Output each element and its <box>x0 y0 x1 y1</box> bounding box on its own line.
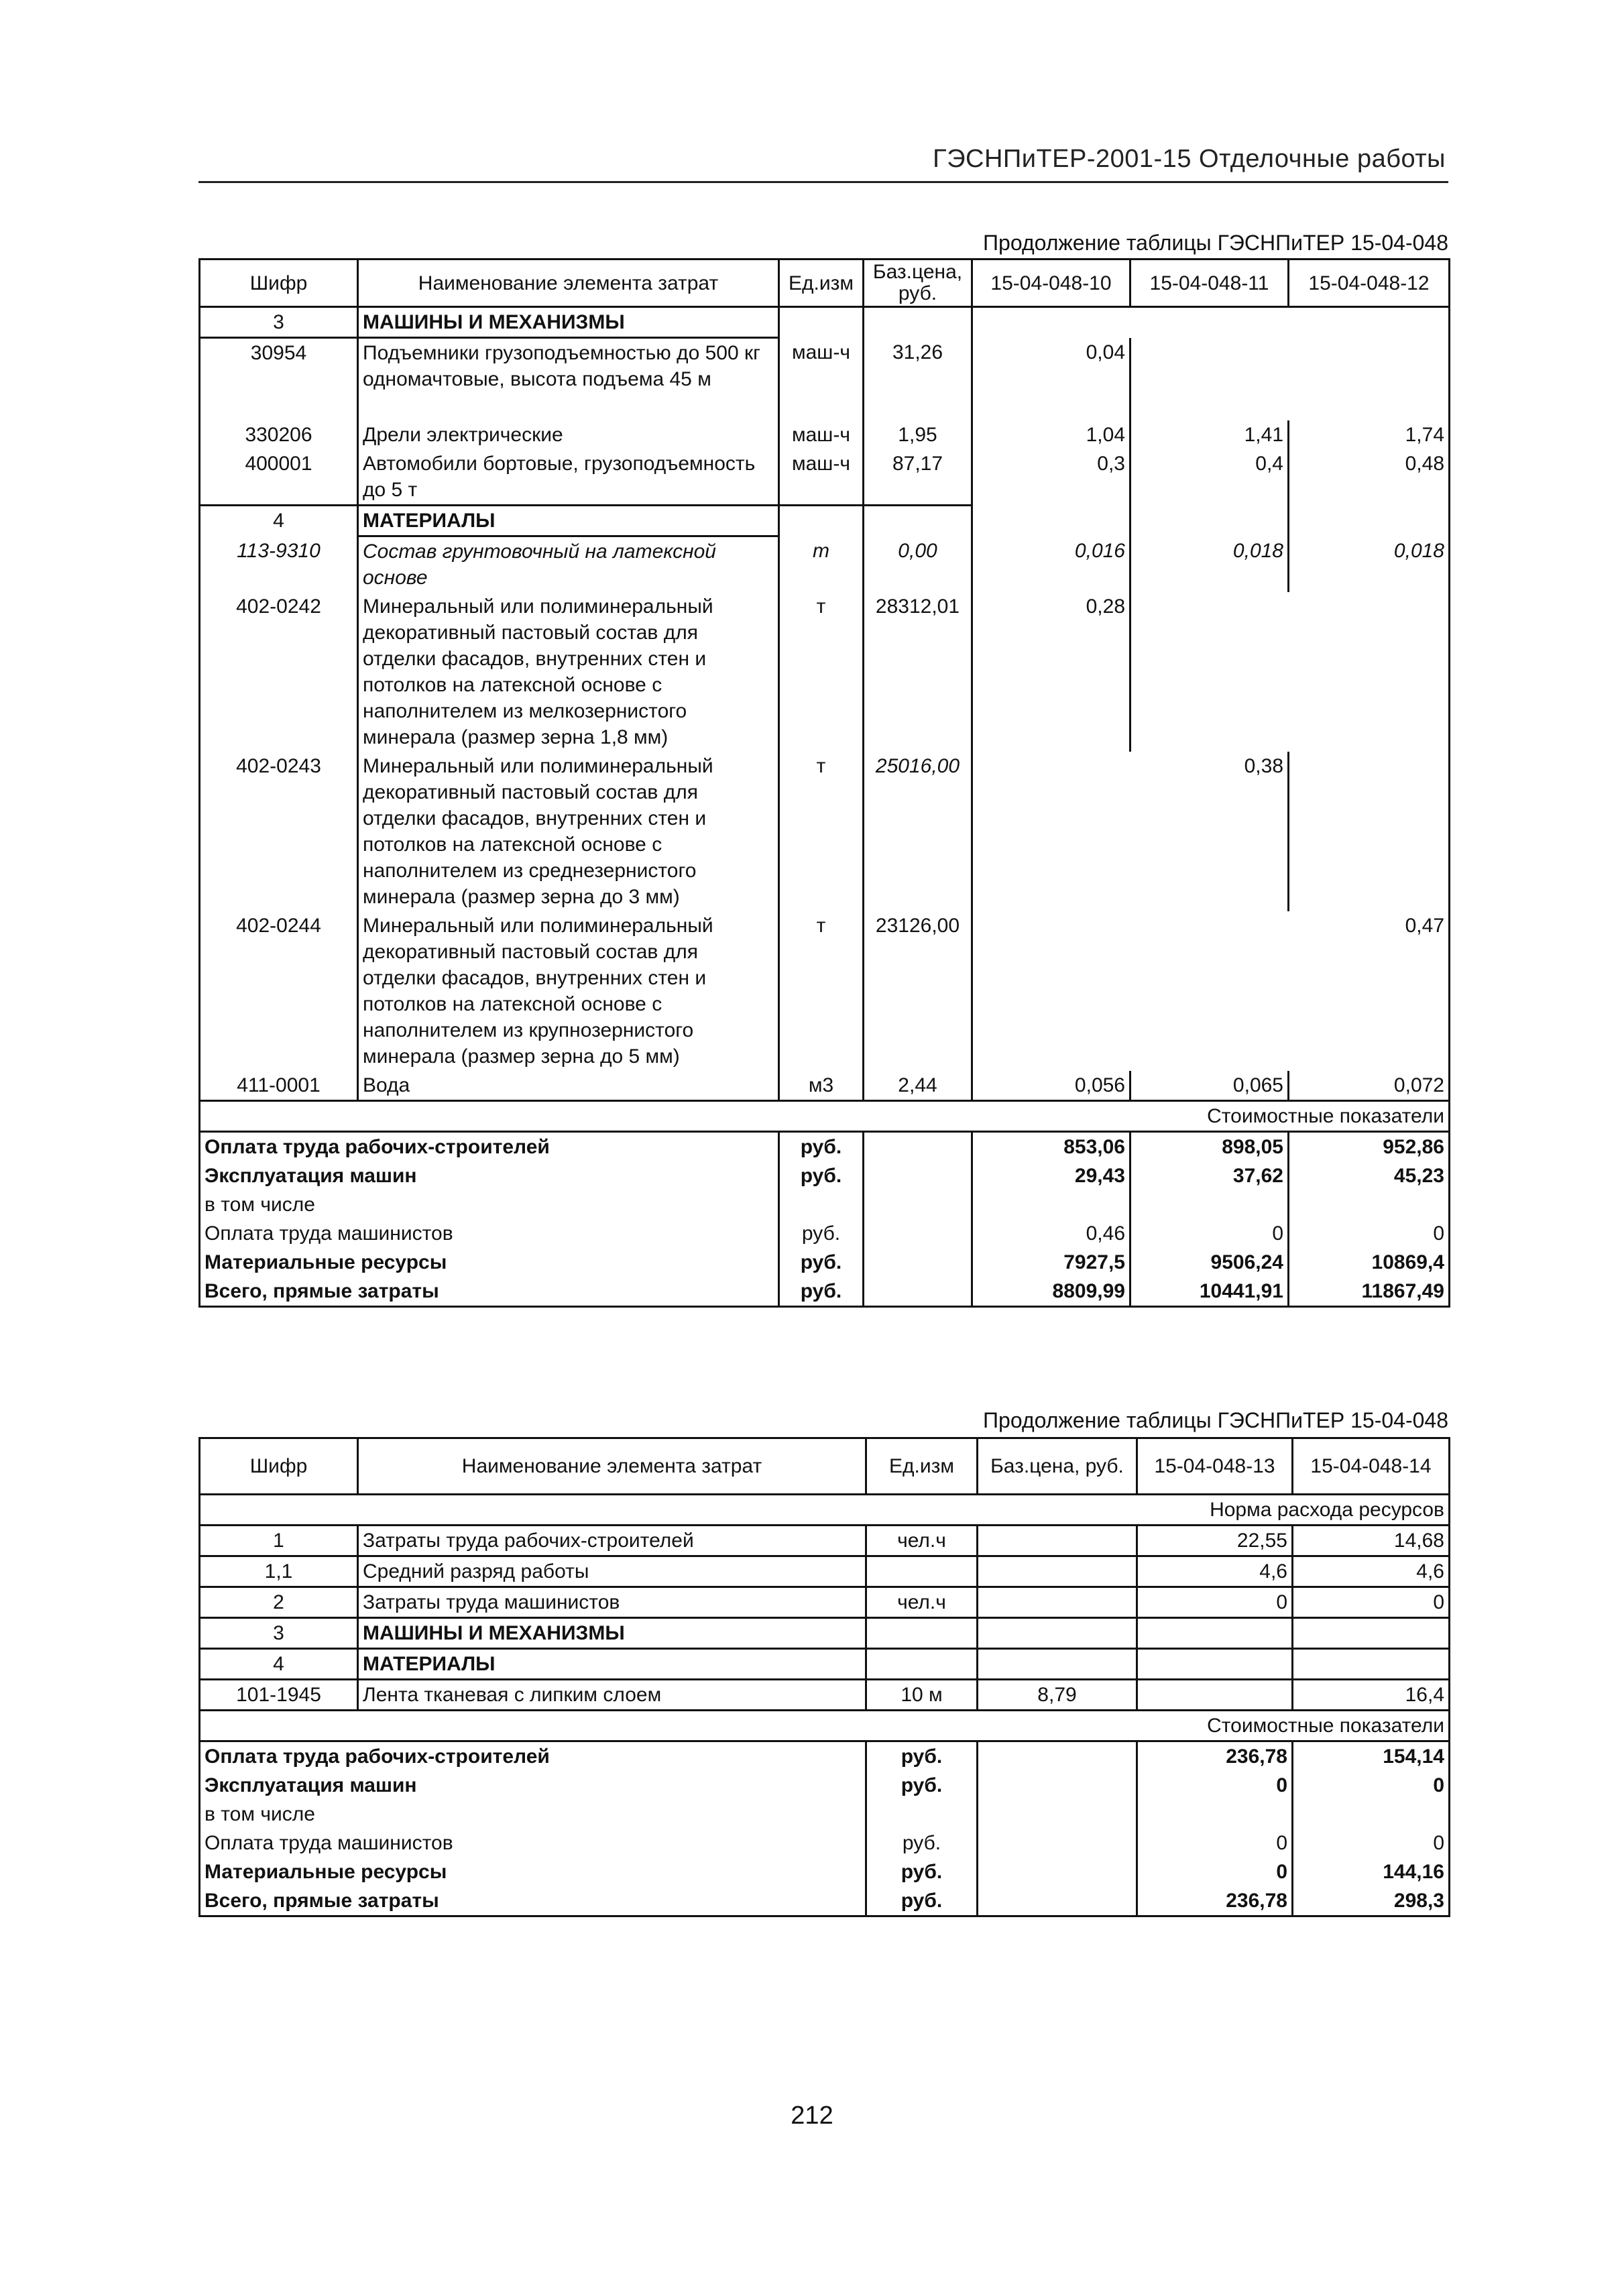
cost-row <box>200 1829 1450 1857</box>
cell-unit: маш-ч <box>779 338 864 394</box>
cell-code: 30954 <box>200 338 358 394</box>
cell-value: 1,74 <box>1289 420 1450 449</box>
cost-value: 0 <box>1137 1857 1293 1886</box>
cell-code: 330206 <box>200 420 358 449</box>
cell-code: 411-0001 <box>200 1071 358 1101</box>
cell-value: 1,41 <box>1130 420 1289 449</box>
table-row <box>200 506 1450 536</box>
cell-code: 1,1 <box>200 1556 358 1587</box>
table2-header-row <box>200 1438 1450 1495</box>
cost-value: 10869,4 <box>1289 1248 1450 1277</box>
cell-value <box>972 911 1130 1071</box>
cell-name: МАШИНЫ И МЕХАНИЗМЫ <box>358 1618 866 1649</box>
cost-row <box>200 1219 1450 1248</box>
cost-row <box>200 1248 1450 1277</box>
cell-price <box>978 1587 1137 1618</box>
cell-value <box>1137 1680 1293 1711</box>
cell-name: Подъемники грузоподъемностью до 500 кг одномачтовые, высота подъема 45 м <box>358 338 779 394</box>
cost-value: 10441,91 <box>1130 1277 1289 1307</box>
cell-value: 0,018 <box>1130 536 1289 593</box>
cost-value: 0,46 <box>972 1219 1130 1248</box>
cell-name: МАТЕРИАЛЫ <box>358 506 779 536</box>
col-name-header: Наименование элемента затрат <box>358 260 779 307</box>
cost-unit: руб. <box>779 1219 864 1248</box>
cost-row <box>200 1277 1450 1307</box>
cost-name: Оплата труда рабочих-строителей <box>200 1132 779 1162</box>
cell-value: 0,056 <box>972 1071 1130 1101</box>
cost-unit: руб. <box>866 1829 978 1857</box>
cell-unit: т <box>779 536 864 593</box>
table1-header-row <box>200 260 1450 307</box>
cell-value: 0,47 <box>1289 911 1450 1071</box>
cell-name: Лента тканевая с липким слоем <box>358 1680 866 1711</box>
cell-value: 0,018 <box>1289 536 1450 593</box>
table-row <box>200 1556 1450 1587</box>
cell-code: 1 <box>200 1526 358 1556</box>
cell-unit: чел.ч <box>866 1526 978 1556</box>
cell-price: 1,95 <box>864 420 972 449</box>
cell-unit: 10 м <box>866 1680 978 1711</box>
cell-code: 402-0242 <box>200 592 358 752</box>
table-row <box>200 307 1450 338</box>
cost-value: 236,78 <box>1137 1741 1293 1772</box>
cost-name: Оплата труда машинистов <box>200 1219 779 1248</box>
cell-code: 4 <box>200 506 358 536</box>
cell-value: 0,065 <box>1130 1071 1289 1101</box>
cell-name: Дрели электрические <box>358 420 779 449</box>
table-row <box>200 1680 1450 1711</box>
cell-price: 25016,00 <box>864 752 972 911</box>
cell-value <box>972 752 1130 911</box>
cost-unit: руб. <box>779 1248 864 1277</box>
cell-price: 87,17 <box>864 449 972 506</box>
cost-value: 0 <box>1137 1829 1293 1857</box>
cost-name: Оплата труда рабочих-строителей <box>200 1741 866 1772</box>
cell-name: Минеральный или полиминеральный декоративный пастовый состав для отделки фасадов, внутренних стен и потолков на латексной основе с наполнителем из среднезернистого минерала (размер зерна до 3 мм) <box>358 752 779 911</box>
cell-code: 3 <box>200 1618 358 1649</box>
col-15-04-048-11-header: 15-04-048-11 <box>1130 260 1289 307</box>
section-row <box>200 1711 1450 1741</box>
cost-row <box>200 1857 1450 1886</box>
cell-name: Вода <box>358 1071 779 1101</box>
cell-name: Минеральный или полиминеральный декоративный пастовый состав для отделки фасадов, внутренних стен и потолков на латексной основе с наполнителем из крупнозернистого минерала (размер зерна до 5 мм) <box>358 911 779 1071</box>
table-row <box>200 536 1450 593</box>
cell-value: 4,6 <box>1293 1556 1450 1587</box>
cell-code: 400001 <box>200 449 358 506</box>
cost-row <box>200 1190 1450 1219</box>
cell-value: 0,016 <box>972 536 1130 593</box>
cell-value: 0,3 <box>972 449 1130 506</box>
col-15-04-048-12-header: 15-04-048-12 <box>1289 260 1450 307</box>
cell-price: 0,00 <box>864 536 972 593</box>
cost-row <box>200 1800 1450 1829</box>
cost-name: Всего, прямые затраты <box>200 1886 866 1916</box>
cell-unit <box>866 1556 978 1587</box>
cell-value: 0,04 <box>972 338 1130 394</box>
col-15-04-048-13-header: 15-04-048-13 <box>1137 1438 1293 1495</box>
cost-unit: руб. <box>866 1741 978 1772</box>
cell-value: 0,4 <box>1130 449 1289 506</box>
cost-value: 37,62 <box>1130 1161 1289 1190</box>
cost-value: 853,06 <box>972 1132 1130 1162</box>
cell-name: Автомобили бортовые, грузоподъемность до 5 т <box>358 449 779 506</box>
col-code-header: Шифр <box>200 260 358 307</box>
cost-value: 952,86 <box>1289 1132 1450 1162</box>
cell-value <box>1289 592 1450 752</box>
cell-value: 0,072 <box>1289 1071 1450 1101</box>
cell-name: Состав грунтовочный на латексной основе <box>358 536 779 593</box>
cell-price: 31,26 <box>864 338 972 394</box>
cell-value: 0 <box>1137 1587 1293 1618</box>
cell-price: 28312,01 <box>864 592 972 752</box>
cost-name: Эксплуатация машин <box>200 1771 866 1800</box>
cost-name: Эксплуатация машин <box>200 1161 779 1190</box>
section-row <box>200 1495 1450 1526</box>
cost-value: 7927,5 <box>972 1248 1130 1277</box>
cell-code: 113-9310 <box>200 536 358 593</box>
col-15-04-048-14-header: 15-04-048-14 <box>1293 1438 1450 1495</box>
cell-code: 402-0244 <box>200 911 358 1071</box>
col-name-header: Наименование элемента затрат <box>358 1438 866 1495</box>
cell-value: 0,48 <box>1289 449 1450 506</box>
table1-caption: Продолжение таблицы ГЭСНПиТЕР 15-04-048 <box>983 231 1448 255</box>
cell-name: МАТЕРИАЛЫ <box>358 1649 866 1680</box>
cell-value <box>1130 911 1289 1071</box>
cell-price <box>978 1526 1137 1556</box>
cost-value: 154,14 <box>1293 1741 1450 1772</box>
cell-code: 4 <box>200 1649 358 1680</box>
table-row <box>200 1526 1450 1556</box>
cell-name: Затраты труда рабочих-строителей <box>358 1526 866 1556</box>
cell-code: 2 <box>200 1587 358 1618</box>
table-row <box>200 420 1450 449</box>
cell-price: 8,79 <box>978 1680 1137 1711</box>
cost-name: Материальные ресурсы <box>200 1857 866 1886</box>
cell-value: 22,55 <box>1137 1526 1293 1556</box>
cost-row <box>200 1132 1450 1162</box>
cell-code: 3 <box>200 307 358 338</box>
cost-unit: руб. <box>779 1161 864 1190</box>
cost-value: 0 <box>1289 1219 1450 1248</box>
cost-row <box>200 1741 1450 1772</box>
cell-code: 402-0243 <box>200 752 358 911</box>
cost-unit: руб. <box>779 1132 864 1162</box>
page-number: 212 <box>791 2102 833 2130</box>
table-row <box>200 752 1450 911</box>
cell-unit: т <box>779 911 864 1071</box>
cell-unit: маш-ч <box>779 420 864 449</box>
table2-caption: Продолжение таблицы ГЭСНПиТЕР 15-04-048 <box>983 1408 1448 1432</box>
col-unit-header: Ед.изм <box>779 260 864 307</box>
cost-unit: руб. <box>866 1771 978 1800</box>
cell-name: Средний разряд работы <box>358 1556 866 1587</box>
cost-value: 144,16 <box>1293 1857 1450 1886</box>
norm-section-label: Норма расхода ресурсов <box>200 1495 1450 1526</box>
cost-value: 11867,49 <box>1289 1277 1450 1307</box>
cell-name: МАШИНЫ И МЕХАНИЗМЫ <box>358 307 779 338</box>
cost-value: 29,43 <box>972 1161 1130 1190</box>
cost-section-label: Стоимостные показатели <box>200 1711 1450 1741</box>
table-row <box>200 1071 1450 1101</box>
cell-price: 2,44 <box>864 1071 972 1101</box>
cell-value <box>1289 752 1450 911</box>
cell-value: 0,38 <box>1130 752 1289 911</box>
cost-value: 45,23 <box>1289 1161 1450 1190</box>
cost-row <box>200 1886 1450 1916</box>
cost-value: 8809,99 <box>972 1277 1130 1307</box>
cost-unit: руб. <box>779 1277 864 1307</box>
cost-unit: руб. <box>866 1857 978 1886</box>
cost-name: в том числе <box>200 1800 866 1829</box>
cost-name: в том числе <box>200 1190 779 1219</box>
cost-row <box>200 1161 1450 1190</box>
cell-value: 0,28 <box>972 592 1130 752</box>
cost-value: 0 <box>1130 1219 1289 1248</box>
cell-unit: маш-ч <box>779 449 864 506</box>
col-code-header: Шифр <box>200 1438 358 1495</box>
table-row <box>200 911 1450 1071</box>
cell-price <box>978 1556 1137 1587</box>
table-row <box>200 1587 1450 1618</box>
cost-unit: руб. <box>866 1886 978 1916</box>
resource-table-1 <box>198 258 1450 1308</box>
cell-code: 101-1945 <box>200 1680 358 1711</box>
col-15-04-048-10-header: 15-04-048-10 <box>972 260 1130 307</box>
cost-name: Всего, прямые затраты <box>200 1277 779 1307</box>
cell-value: 16,4 <box>1293 1680 1450 1711</box>
cell-unit: т <box>779 592 864 752</box>
cost-row <box>200 1771 1450 1800</box>
cell-unit: м3 <box>779 1071 864 1101</box>
cost-value: 0 <box>1293 1771 1450 1800</box>
cost-name: Оплата труда машинистов <box>200 1829 866 1857</box>
cell-value <box>1289 338 1450 394</box>
col-price-header: Баз.цена, руб. <box>864 260 972 307</box>
cell-unit: чел.ч <box>866 1587 978 1618</box>
table-row <box>200 592 1450 752</box>
cell-value: 1,04 <box>972 420 1130 449</box>
cell-value: 14,68 <box>1293 1526 1450 1556</box>
section-row <box>200 1101 1450 1132</box>
cost-section-label: Стоимостные показатели <box>200 1101 1450 1132</box>
cell-name: Затраты труда машинистов <box>358 1587 866 1618</box>
table-row <box>200 1649 1450 1680</box>
cell-value: 4,6 <box>1137 1556 1293 1587</box>
cost-name: Материальные ресурсы <box>200 1248 779 1277</box>
cost-value: 898,05 <box>1130 1132 1289 1162</box>
table-row <box>200 449 1450 506</box>
header-rule <box>198 181 1448 183</box>
cell-value <box>1130 338 1289 394</box>
cell-value: 0 <box>1293 1587 1450 1618</box>
cost-value: 0 <box>1137 1771 1293 1800</box>
cost-value: 298,3 <box>1293 1886 1450 1916</box>
cell-price: 23126,00 <box>864 911 972 1071</box>
running-header: ГЭСНПиТЕР-2001-15 Отделочные работы <box>933 145 1446 173</box>
table-row <box>200 338 1450 394</box>
cell-value <box>1130 592 1289 752</box>
cost-value: 0 <box>1293 1829 1450 1857</box>
cell-unit: т <box>779 752 864 911</box>
col-price-header: Баз.цена, руб. <box>978 1438 1137 1495</box>
cost-value: 9506,24 <box>1130 1248 1289 1277</box>
table-row <box>200 1618 1450 1649</box>
col-unit-header: Ед.изм <box>866 1438 978 1495</box>
cell-name: Минеральный или полиминеральный декоративный пастовый состав для отделки фасадов, внутренних стен и потолков на латексной основе с наполнителем из мелкозернистого минерала (размер зерна 1,8 мм) <box>358 592 779 752</box>
cost-value: 236,78 <box>1137 1886 1293 1916</box>
resource-table-2 <box>198 1437 1450 1917</box>
